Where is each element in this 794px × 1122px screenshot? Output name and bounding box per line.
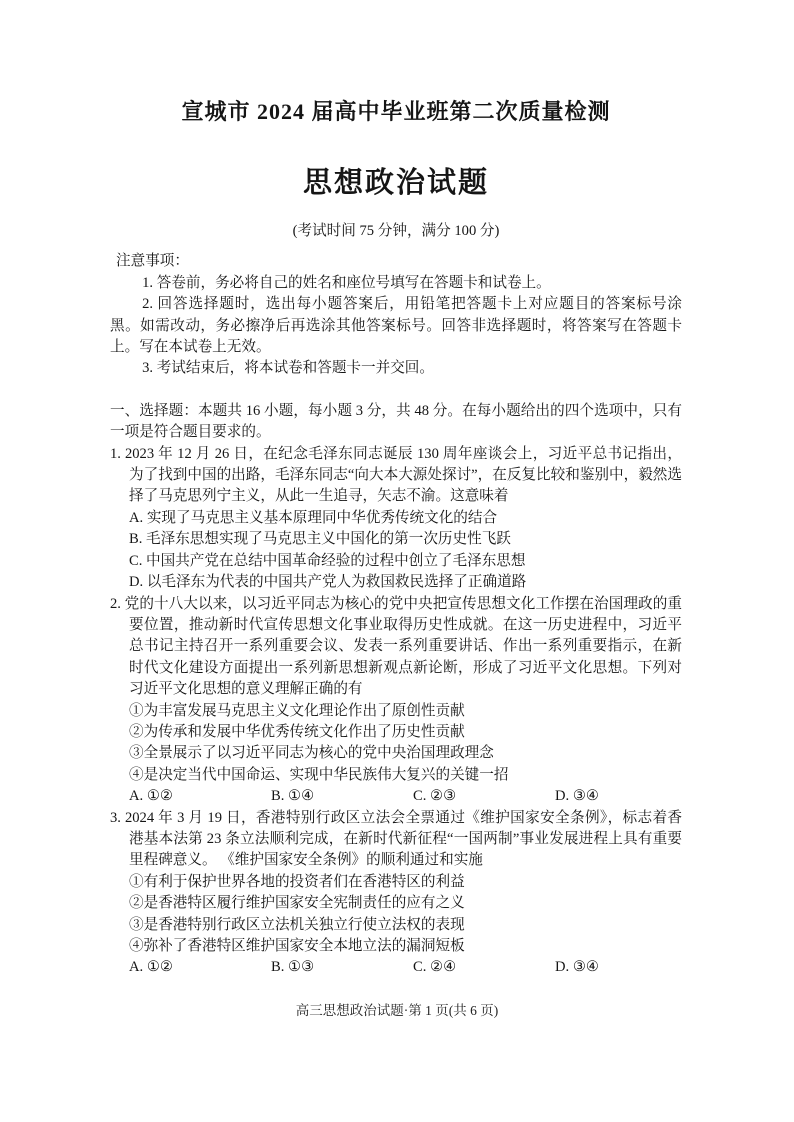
question-3-answer-c: C. ②④ <box>413 959 457 976</box>
section-heading-choice: 一、选择题：本题共 16 小题，每小题 3 分，共 48 分。在每小题给出的四个选项中，只有一项是符合题目要求的。 <box>110 402 682 441</box>
question-2-answer-b: B. ①④ <box>271 788 315 805</box>
exam-title: 宣城市 2024 届高中毕业班第二次质量检测 <box>181 99 611 124</box>
question-3-answer-d: D. ③④ <box>555 959 600 976</box>
question-2-statement-4: ④是决定当代中国命运、实现中华民族伟大复兴的关键一招 <box>129 766 509 783</box>
question-1-stem: 1. 2023 年 12 月 26 日，在纪念毛泽东同志诞辰 130 周年座谈会上，习近平总书记指出，为了找到中国的出路，毛泽东同志“向大本大源处探讨”，在反复比较和鉴别中，毅然选择了马克思列宁主义，从此一生追寻，矢志不渝。这意味着 <box>110 445 682 505</box>
question-2-statement-2: ②为传承和发展中华优秀传统文化作出了历史性贡献 <box>129 723 465 740</box>
exam-info-line: (考试时间 75 分钟，满分 100 分) <box>292 223 500 239</box>
question-3-stem: 3. 2024 年 3 月 19 日，香港特别行政区立法会全票通过《维护国家安全条例》，标志着香港基本法第 23 条立法顺利完成，在新时代新征程“一国两制”事业发展进程上具有重要里程碑意义。 《维护国家安全条例》的顺利通过和实施 <box>110 809 682 869</box>
notice-item-3: 3. 考试结束后，将本试卷和答题卡一并交回。 <box>142 360 434 377</box>
question-2-answer-row <box>110 786 682 807</box>
question-2-statement-1: ①为丰富发展马克思主义文化理论作出了原创性贡献 <box>129 702 465 719</box>
page-footer: 高三思想政治试题·第 1 页(共 6 页) <box>295 1003 499 1018</box>
question-1-choice-a: A. 实现了马克思主义基本原理同中华优秀传统文化的结合 <box>129 509 498 526</box>
question-3-statement-1: ①有利于保护世界各地的投资者们在香港特区的利益 <box>129 873 465 890</box>
question-2 <box>110 594 682 808</box>
question-1 <box>110 444 682 594</box>
question-2-answer-c: C. ②③ <box>413 788 457 805</box>
question-2-answer-a: A. ①② <box>129 788 174 805</box>
question-1-choice-c: C. 中国共产党在总结中国革命经验的过程中创立了毛泽东思想 <box>129 552 526 569</box>
question-3-answer-a: A. ①② <box>129 959 174 976</box>
exam-subject-title: 思想政治试题 <box>302 167 489 199</box>
notice-item-1: 1. 答卷前，务必将自己的姓名和座位号填写在答题卡和试卷上。 <box>142 274 551 291</box>
question-3-answer-row <box>110 957 682 978</box>
question-3-answer-b: B. ①③ <box>271 959 315 976</box>
question-1-choice-b: B. 毛泽东思想实现了马克思主义中国化的第一次历史性飞跃 <box>129 531 511 548</box>
question-3-statement-2: ②是香港特区履行维护国家安全宪制责任的应有之义 <box>129 895 465 912</box>
question-3-statement-4: ④弥补了香港特区维护国家安全本地立法的漏洞短板 <box>129 938 465 954</box>
question-2-answer-d: D. ③④ <box>555 788 600 805</box>
question-2-statement-3: ③全景展示了以习近平同志为核心的党中央治国理政理念 <box>129 745 494 762</box>
question-3-statement-3: ③是香港特别行政区立法机关独立行使立法权的表现 <box>129 916 465 933</box>
notice-item-2: 2. 回答选择题时，选出每小题答案后，用铅笔把答题卡上对应题目的答案标号涂黑。如需改动，务必擦净后再选涂其他答案标号。回答非选择题时，将答案写在答题卡上。写在本试卷上无效。 <box>110 296 682 356</box>
notice-heading: 注意事项： <box>116 253 189 270</box>
question-2-stem: 2. 党的十八大以来，以习近平同志为核心的党中央把宣传思想文化工作摆在治国理政的重要位置，推动新时代宣传思想文化事业取得历史性成就。在这一历史进程中，习近平总书记主持召开一系列重要会议、发表一系列重要讲话、作出一系列重要指示，在新时代文化建设方面提出一系列新思想新观点新论断，形成了习近平文化思想。下列对习近平文化思想的意义理解正确的有 <box>110 595 682 698</box>
notice-section <box>110 251 682 379</box>
question-3 <box>110 808 682 979</box>
question-1-choice-d: D. 以毛泽东为代表的中国共产党人为救国救民选择了正确道路 <box>129 574 527 591</box>
